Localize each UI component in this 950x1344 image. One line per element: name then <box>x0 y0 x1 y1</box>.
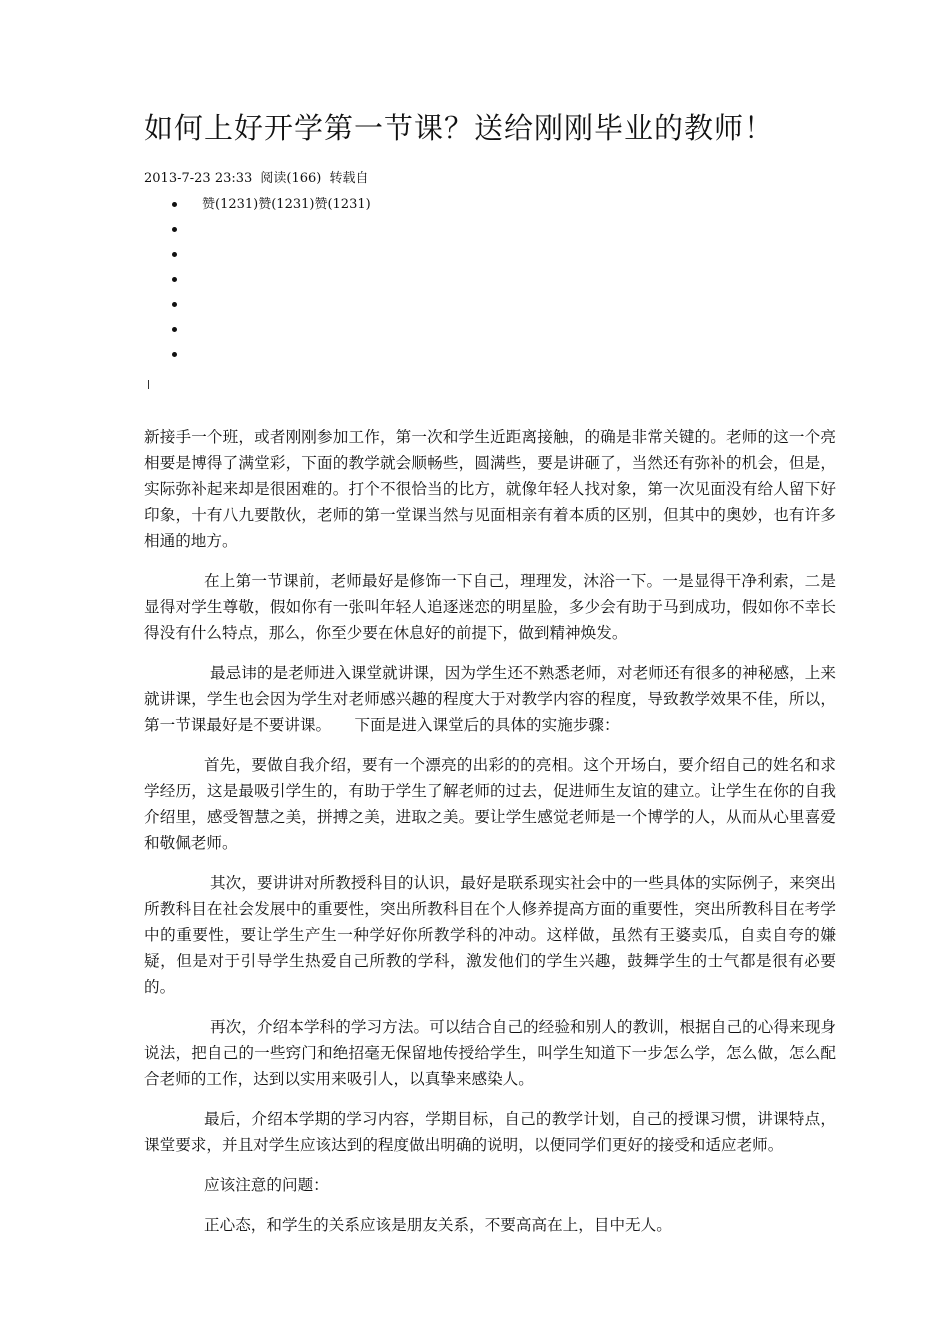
list-item <box>170 346 371 371</box>
list-item[interactable]: 赞(1231)赞(1231)赞(1231) <box>170 196 371 221</box>
list-item <box>170 221 371 246</box>
paragraph: 在上第一节课前，老师最好是修饰一下自己，理理发，沐浴一下。一是显得干净利索，二是显得对学生尊敬，假如你有一张叫年轻人追逐迷恋的明星脸，多少会有助于马到成功，假如你不幸长得没有什么特点，那么，你至少要在休息好的前提下，做到精神焕发。 <box>144 572 836 642</box>
read-count[interactable]: 阅读(166) <box>260 171 322 186</box>
article-body <box>144 424 836 1252</box>
paragraph: 最后，介绍本学期的学习内容，学期目标，自己的教学计划，自己的授课习惯，讲课特点，课堂要求，并且对学生应该达到的程度做出明确的说明，以便同学们更好的接受和适应老师。 <box>144 1110 836 1154</box>
list-item <box>170 296 371 321</box>
list-item <box>170 246 371 271</box>
article-meta <box>144 170 373 188</box>
paragraph: 最忌讳的是老师进入课堂就讲课，因为学生还不熟悉老师，对老师还有很多的神秘感，上来就讲课，学生也会因为学生对老师感兴趣的程度大于对教学内容的程度，导致教学效果不佳，所以，第一节课最好是不要讲课。 下面是进入课堂后的具体的实施步骤： <box>144 664 836 734</box>
paragraph: 新接手一个班，或者刚刚参加工作，第一次和学生近距离接触，的确是非常关键的。老师的这一个亮相要是博得了满堂彩，下面的教学就会顺畅些，圆满些，要是讲砸了，当然还有弥补的机会，但是，实际弥补起来却是很困难的。打个不很恰当的比方，就像年轻人找对象，第一次见面没有给人留下好印象，十有八九要散伙，老师的第一堂课当然与见面相亲有着本质的区别，但其中的奥妙，也有许多相通的地方。 <box>144 428 836 550</box>
article-title: 如何上好开学第一节课？送给刚刚毕业的教师！ <box>144 111 775 145</box>
post-datetime: 2013-7-23 23:33 <box>144 171 253 186</box>
paragraph: 首先，要做自我介绍，要有一个漂亮的出彩的的亮相。这个开场白，要介绍自己的姓名和求学经历，这是最吸引学生的，有助于学生了解老师的过去，促进师生友谊的建立。让学生在你的自我介绍里，感受智慧之美，拼搏之美，进取之美。要让学生感觉老师是一个博学的人，从而从心里喜爱和敬佩老师。 <box>144 756 836 852</box>
paragraph: 再次，介绍本学科的学习方法。可以结合自己的经验和别人的教训，根据自己的心得来现身说法，把自己的一些窍门和绝招毫无保留地传授给学生，叫学生知道下一步怎么学，怎么做，怎么配合老师的工作，达到以实用来吸引人，以真挚来感染人。 <box>144 1018 836 1088</box>
repost-source[interactable]: 转载自 <box>329 171 369 186</box>
text-cursor-mark <box>148 380 149 389</box>
section-heading: 应该注意的问题： <box>204 1176 329 1194</box>
action-list <box>170 196 371 371</box>
list-item <box>170 321 371 346</box>
paragraph: 其次，要讲讲对所教授科目的认识，最好是联系现实社会中的一些具体的实际例子，来突出所教科目在社会发展中的重要性，突出所教科目在个人修养提高方面的重要性，突出所教科目在考学中的重要性，要让学生产生一种学好你所教学科的冲动。这样做，虽然有王婆卖瓜，自卖自夸的嫌疑，但是对于引导学生热爱自己所教的学科，激发他们的学生兴趣，鼓舞学生的士气都是很有必要的。 <box>144 874 836 996</box>
paragraph: 正心态，和学生的关系应该是朋友关系，不要高高在上，目中无人。 <box>204 1216 672 1234</box>
list-item <box>170 271 371 296</box>
